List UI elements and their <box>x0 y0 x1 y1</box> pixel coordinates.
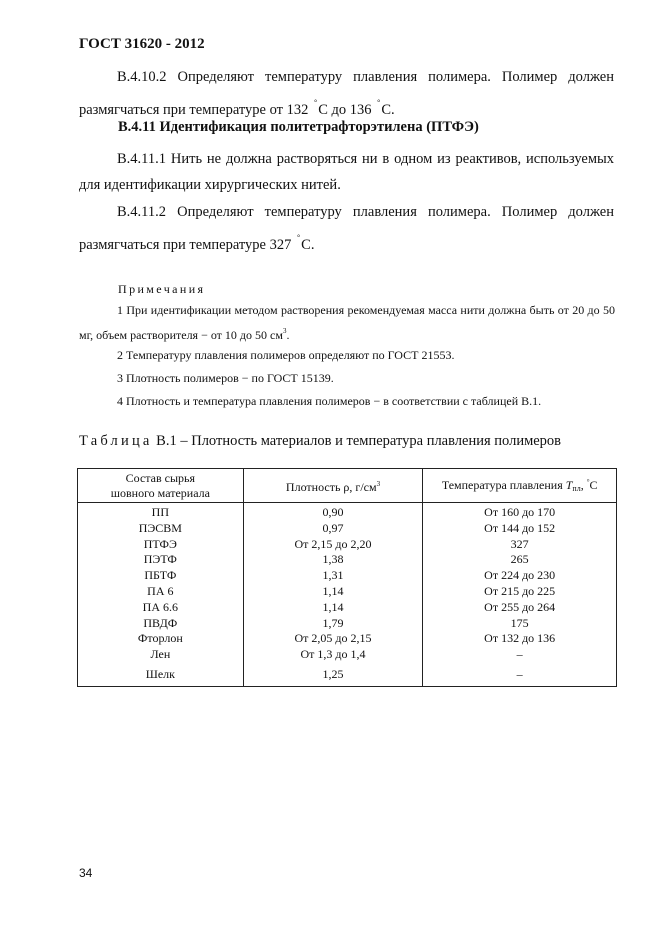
table-row <box>78 521 617 537</box>
note-text: 3 Плотность полимеров − по ГОСТ 15139. <box>117 371 334 385</box>
degree-sign: ° <box>586 478 590 486</box>
paragraph-text: С. <box>301 237 315 253</box>
cell-density: 1,25 <box>243 663 423 687</box>
cell-material: ПЭСВМ <box>78 521 244 537</box>
table-row <box>78 584 617 600</box>
cell-melting: – <box>423 647 617 663</box>
cell-melting: От 224 до 230 <box>423 568 617 584</box>
data-table <box>77 468 617 687</box>
cell-material: ПП <box>78 503 244 521</box>
degree-sign: ° <box>377 98 381 107</box>
column-header-material <box>78 469 244 503</box>
cell-material: Шелк <box>78 663 244 687</box>
header-text: С <box>589 478 598 492</box>
paragraph-text: С до 136 <box>318 102 372 118</box>
table-row <box>78 568 617 584</box>
column-header-melting-point <box>423 469 617 503</box>
cell-density: 1,31 <box>243 568 423 584</box>
header-text: , <box>580 478 584 492</box>
table-caption-label: Таблица <box>79 433 153 449</box>
note-1 <box>79 300 615 346</box>
note-text: 2 Температуру плавления полимеров определяют по ГОСТ 21553. <box>117 348 455 362</box>
cell-material: ПА 6 <box>78 584 244 600</box>
cell-melting: 175 <box>423 616 617 632</box>
table-row <box>78 663 617 687</box>
cell-density: 1,14 <box>243 584 423 600</box>
subscript: пл <box>572 484 581 493</box>
paragraph-b-4-11-2 <box>79 199 614 258</box>
cell-density: От 2,15 до 2,20 <box>243 537 423 553</box>
header-symbol: T <box>565 478 573 492</box>
note-2 <box>79 345 615 366</box>
cell-material: ПБТФ <box>78 568 244 584</box>
superscript: 3 <box>282 327 287 335</box>
cell-density: 1,14 <box>243 600 423 616</box>
header-text: шовного материала <box>110 485 210 500</box>
table-caption-text: В.1 – Плотность материалов и температура плавления полимеров <box>156 433 562 449</box>
cell-melting: От 215 до 225 <box>423 584 617 600</box>
cell-melting: 327 <box>423 537 617 553</box>
page-number: 34 <box>79 866 93 880</box>
section-title-b-4-11: В.4.11 Идентификация политетрафторэтилена (ПТФЭ) <box>118 119 479 135</box>
cell-material: ПТФЭ <box>78 537 244 553</box>
table-row <box>78 616 617 632</box>
table-caption <box>79 433 561 450</box>
paragraph-b-4-11-1 <box>79 146 614 198</box>
header-text: Состав сырья <box>125 470 196 485</box>
paragraph-text: В.4.11.2 Определяют температуру плавления полимера. Полимер должен размягчаться при температуре 327 <box>79 204 614 253</box>
note-3 <box>79 368 615 389</box>
cell-material: ПЭТФ <box>78 552 244 568</box>
cell-melting: От 132 до 136 <box>423 631 617 647</box>
table-row <box>78 537 617 553</box>
cell-density: 0,97 <box>243 521 423 537</box>
note-text: 4 Плотность и температура плавления полимеров − в соответствии с таблицей В.1. <box>117 394 542 408</box>
note-4 <box>79 391 615 412</box>
note-text: . <box>286 328 290 342</box>
superscript: 3 <box>376 479 381 488</box>
header-text: Плотность ρ, г/см <box>285 479 377 494</box>
cell-density: От 1,3 до 1,4 <box>243 647 423 663</box>
table-row <box>78 631 617 647</box>
paragraph-text: В.4.10.2 Определяют температуру плавления полимера. Полимер должен размягчаться при температуре от 132 <box>79 69 614 118</box>
cell-melting: – <box>423 663 617 687</box>
cell-material: Фторлон <box>78 631 244 647</box>
degree-sign: ° <box>296 233 301 242</box>
paragraph-text: С. <box>381 102 395 118</box>
cell-density: 1,38 <box>243 552 423 568</box>
paragraph-b-4-10-2 <box>79 64 614 123</box>
degree-sign: ° <box>313 98 318 107</box>
cell-material: ПВДФ <box>78 616 244 632</box>
table-row <box>78 647 617 663</box>
cell-density: От 2,05 до 2,15 <box>243 631 423 647</box>
table-row <box>78 552 617 568</box>
cell-material: Лен <box>78 647 244 663</box>
notes-title: Примечания <box>118 282 206 296</box>
note-text: 1 При идентификации методом растворения рекомендуемая масса нити должна быть от 20 до 50 мг, объем растворителя − от 10 до 50 см <box>79 303 615 342</box>
column-header-density <box>243 469 423 503</box>
cell-melting: От 144 до 152 <box>423 521 617 537</box>
cell-melting: От 160 до 170 <box>423 503 617 521</box>
table-row <box>78 503 617 521</box>
paragraph-text: В.4.11.1 Нить не должна растворяться ни в одном из реактивов, используемых для идентификации хирургических нитей. <box>79 151 614 193</box>
cell-melting: 265 <box>423 552 617 568</box>
cell-melting: От 255 до 264 <box>423 600 617 616</box>
cell-material: ПА 6.6 <box>78 600 244 616</box>
table-body <box>78 503 617 687</box>
header-text: Температура плавления <box>441 478 563 492</box>
table-row <box>78 600 617 616</box>
cell-density: 1,79 <box>243 616 423 632</box>
document-header: ГОСТ 31620 - 2012 <box>79 36 205 52</box>
cell-density: 0,90 <box>243 503 423 521</box>
table-header-row <box>78 469 617 503</box>
